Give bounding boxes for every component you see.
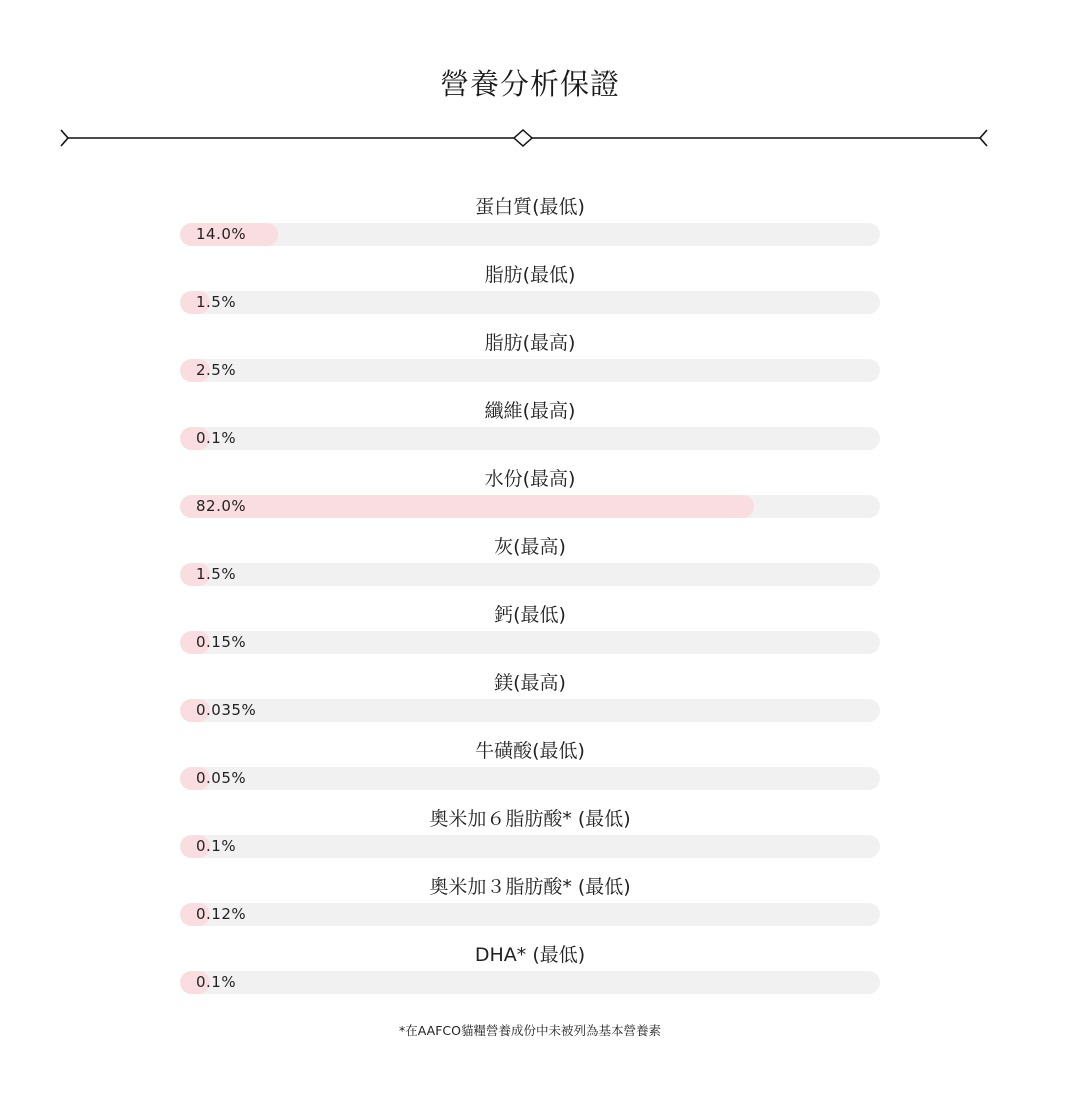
nutrient-label: 水份(最高) xyxy=(484,468,576,490)
nutrient-row xyxy=(180,194,880,262)
footnote: *在AAFCO貓糧營養成份中未被列為基本營養素 xyxy=(399,1023,661,1038)
nutrient-label: 奧米加３脂肪酸* (最低) xyxy=(429,876,631,898)
nutrient-value: 0.1% xyxy=(196,429,237,447)
nutrient-bar xyxy=(180,767,880,790)
nutrient-row xyxy=(180,806,880,874)
nutrient-value: 14.0% xyxy=(196,225,247,243)
nutrient-value: 1.5% xyxy=(196,293,237,311)
nutrient-label: DHA* (最低) xyxy=(474,944,586,966)
nutrient-bar xyxy=(180,631,880,654)
nutrient-bar xyxy=(180,223,880,246)
nutrient-label: 牛磺酸(最低) xyxy=(475,740,585,762)
nutrient-bar xyxy=(180,495,880,518)
nutrient-row xyxy=(180,670,880,738)
right-arrow-icon xyxy=(980,130,987,146)
nutrient-value: 2.5% xyxy=(196,361,237,379)
nutrient-bar xyxy=(180,903,880,926)
nutrient-value: 0.1% xyxy=(196,973,237,991)
diamond-icon xyxy=(514,130,532,146)
nutrient-bar-fill xyxy=(180,495,754,518)
nutrient-row xyxy=(180,330,880,398)
nutrient-value: 0.15% xyxy=(196,633,247,651)
nutrient-label: 鎂(最高) xyxy=(494,672,566,694)
nutrient-value: 0.05% xyxy=(196,769,247,787)
nutrient-label: 纖維(最高) xyxy=(484,400,576,422)
nutrient-bar xyxy=(180,563,880,586)
nutrient-value: 82.0% xyxy=(196,497,247,515)
nutrient-row xyxy=(180,398,880,466)
nutrient-label: 灰(最高) xyxy=(494,536,566,558)
nutrient-bar xyxy=(180,427,880,450)
nutrient-row xyxy=(180,602,880,670)
nutrient-list xyxy=(180,194,880,1010)
nutrient-row xyxy=(180,942,880,1010)
nutrient-label: 鈣(最低) xyxy=(494,604,566,626)
decorative-divider xyxy=(58,124,992,152)
nutrient-value: 1.5% xyxy=(196,565,237,583)
nutrient-bar xyxy=(180,699,880,722)
nutrient-row xyxy=(180,874,880,942)
page-title: 營養分析保證 xyxy=(439,67,620,101)
nutrient-bar xyxy=(180,359,880,382)
nutrient-label: 脂肪(最低) xyxy=(484,264,576,286)
nutrient-bar xyxy=(180,835,880,858)
nutrient-value: 0.1% xyxy=(196,837,237,855)
nutrient-label: 蛋白質(最低) xyxy=(475,196,585,218)
nutrient-row xyxy=(180,262,880,330)
nutrient-row xyxy=(180,534,880,602)
nutrient-value: 0.035% xyxy=(196,701,257,719)
nutrient-label: 奧米加６脂肪酸* (最低) xyxy=(429,808,631,830)
nutrient-bar xyxy=(180,971,880,994)
left-arrow-icon xyxy=(61,130,68,146)
nutrient-value: 0.12% xyxy=(196,905,247,923)
nutrient-row xyxy=(180,466,880,534)
nutrient-label: 脂肪(最高) xyxy=(484,332,576,354)
nutrient-bar xyxy=(180,291,880,314)
nutrient-row xyxy=(180,738,880,806)
